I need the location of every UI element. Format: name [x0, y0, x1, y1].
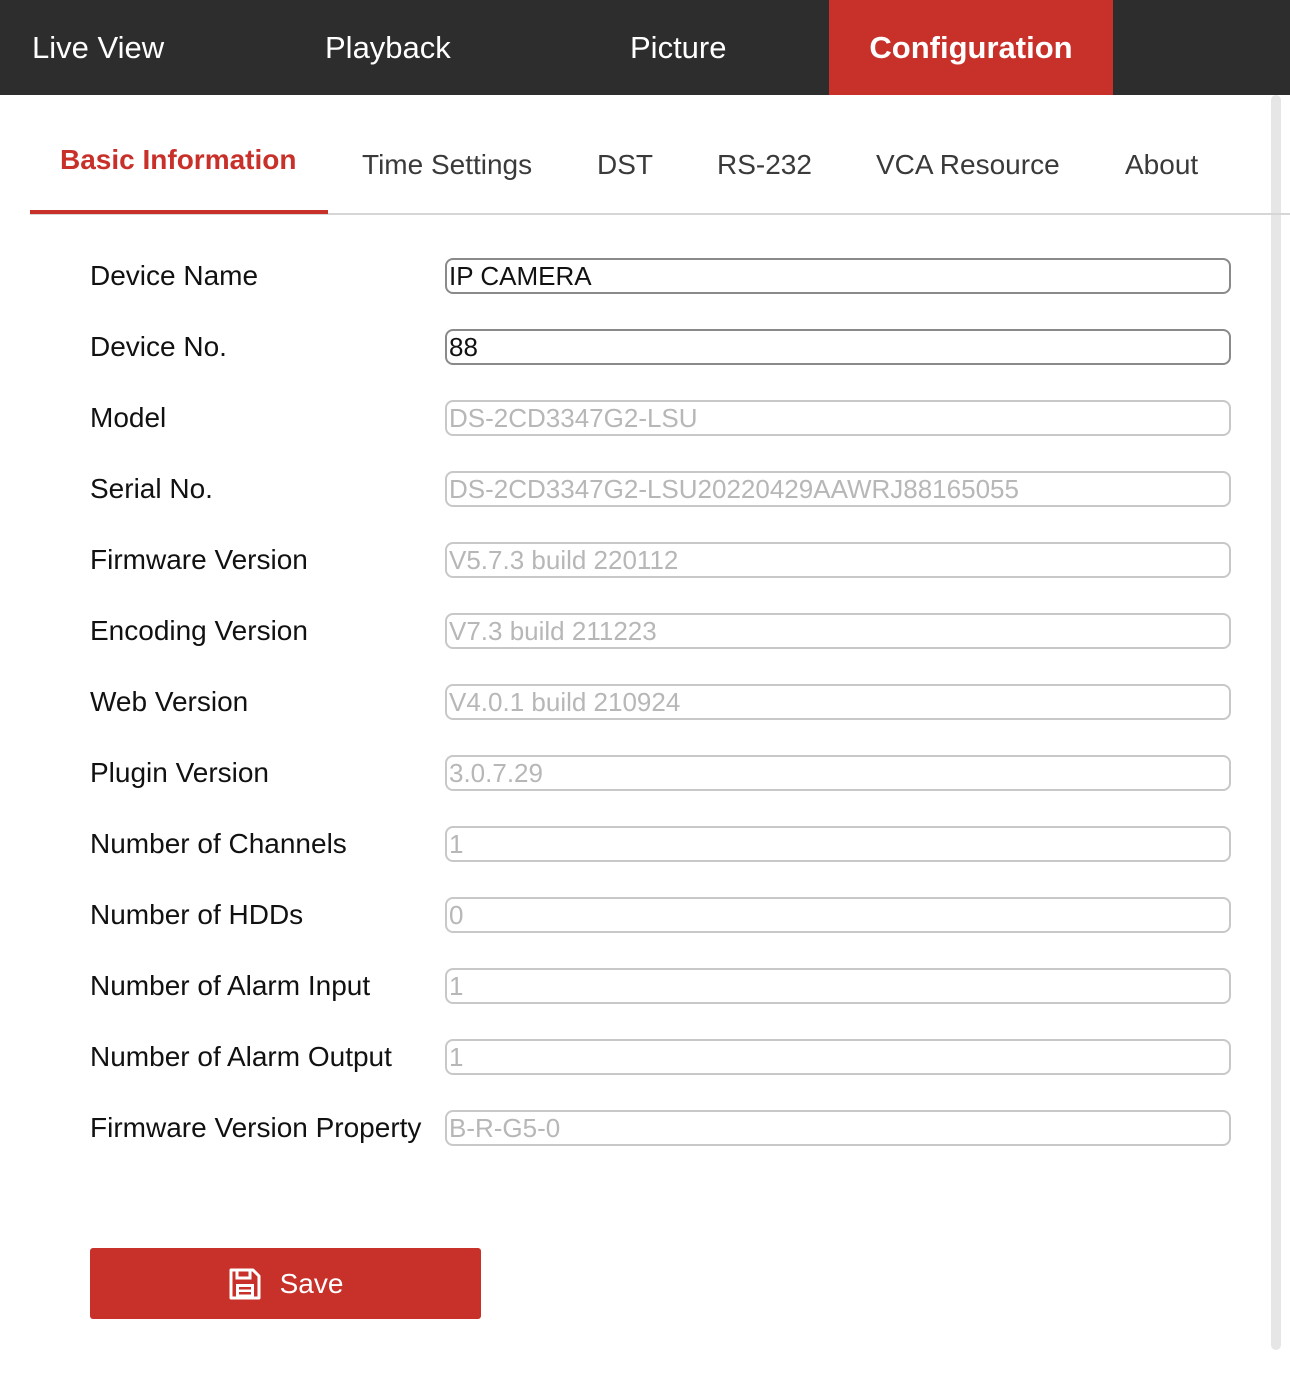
number-of-hdds-field — [445, 897, 1231, 933]
nav-configuration[interactable]: Configuration — [829, 0, 1113, 95]
tab-vca-resource[interactable]: VCA Resource — [876, 149, 1060, 180]
vertical-scrollbar[interactable] — [1271, 95, 1281, 1350]
save-icon — [228, 1267, 262, 1301]
nav-picture[interactable]: Picture — [630, 30, 727, 65]
serial-no-label: Serial No. — [90, 473, 213, 504]
web-version-field — [445, 684, 1231, 720]
encoding-version-field — [445, 613, 1231, 649]
device-no-label: Device No. — [90, 331, 227, 362]
plugin-version-label: Plugin Version — [90, 757, 270, 788]
nav-playback[interactable]: Playback — [325, 30, 451, 65]
save-button-label: Save — [279, 1267, 344, 1299]
save-button[interactable] — [90, 1248, 481, 1319]
tab-basic-information[interactable]: Basic Information — [60, 144, 297, 175]
number-of-hdds-label: Number of HDDs — [90, 899, 304, 930]
tab-time-settings[interactable]: Time Settings — [362, 149, 533, 180]
firmware-version-label: Firmware Version — [90, 544, 308, 575]
device-name-field[interactable] — [445, 258, 1231, 294]
firmware-version-field — [445, 542, 1231, 578]
device-name-label: Device Name — [90, 260, 259, 291]
firmware-version-property-field — [445, 1110, 1231, 1146]
firmware-version-property-label: Firmware Version Property — [90, 1112, 422, 1143]
serial-no-field — [445, 471, 1231, 507]
tab-rs-232[interactable]: RS-232 — [717, 149, 812, 180]
active-tab-indicator — [30, 210, 328, 214]
number-of-alarm-output-field — [445, 1039, 1231, 1075]
top-nav-bar — [0, 0, 1290, 95]
encoding-version-label: Encoding Version — [90, 615, 308, 646]
device-no-field[interactable] — [445, 329, 1231, 365]
plugin-version-field — [445, 755, 1231, 791]
tab-about[interactable]: About — [1125, 149, 1199, 180]
number-of-channels-field — [445, 826, 1231, 862]
number-of-channels-label: Number of Channels — [90, 828, 347, 859]
model-label: Model — [90, 402, 167, 433]
web-version-label: Web Version — [90, 686, 249, 717]
number-of-alarm-input-field — [445, 968, 1231, 1004]
number-of-alarm-output-label: Number of Alarm Output — [90, 1041, 392, 1072]
nav-live-view[interactable]: Live View — [32, 30, 165, 65]
model-field — [445, 400, 1231, 436]
number-of-alarm-input-label: Number of Alarm Input — [90, 970, 371, 1001]
tab-dst[interactable]: DST — [597, 149, 653, 180]
